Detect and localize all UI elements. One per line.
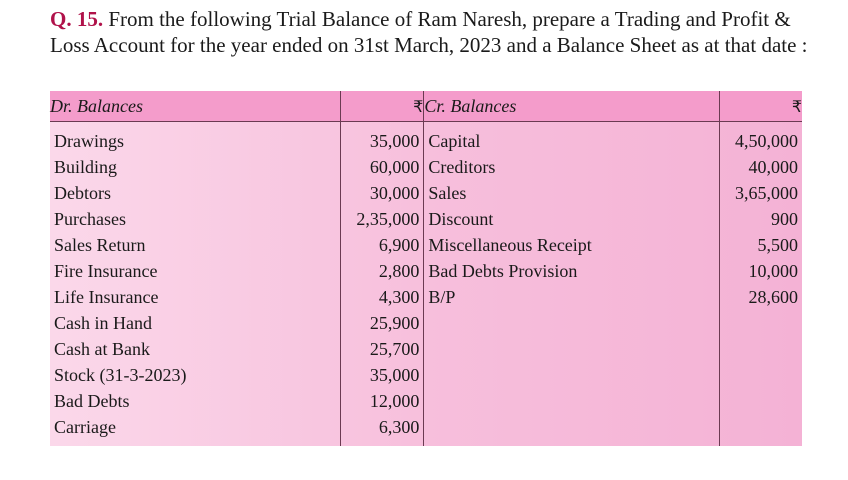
table-row xyxy=(50,310,802,336)
table-row xyxy=(50,206,802,232)
cr-item-cell: Capital xyxy=(424,122,720,155)
dr-item-cell: Stock (31-3-2023) xyxy=(50,362,341,388)
dr-amount-cell: 25,700 xyxy=(341,336,424,362)
table-header-row xyxy=(50,91,802,122)
table-row xyxy=(50,154,802,180)
cr-amount-cell: 28,600 xyxy=(748,287,798,307)
table-row xyxy=(50,180,802,206)
cr-currency-header: ₹ xyxy=(720,91,802,122)
trial-balance-table xyxy=(50,91,802,446)
question-number: Q. 15. xyxy=(50,7,104,31)
table-row xyxy=(50,232,802,258)
table-row xyxy=(50,336,802,362)
dr-amount-cell: 12,000 xyxy=(341,388,424,414)
cr-amount-cell: 900 xyxy=(771,209,798,229)
cr-item-cell: Miscellaneous Receipt xyxy=(424,232,720,258)
cr-item-cell xyxy=(424,362,720,388)
dr-amount-cell: 60,000 xyxy=(341,154,424,180)
dr-amount-cell: 6,900 xyxy=(341,232,424,258)
table-body xyxy=(50,122,802,447)
cr-amount-cell xyxy=(720,414,802,446)
dr-amount-cell: 2,800 xyxy=(341,258,424,284)
dr-item-cell: Fire Insurance xyxy=(50,258,341,284)
cr-amount-cell xyxy=(720,336,802,362)
dr-amount-cell: 35,000 xyxy=(341,362,424,388)
cr-item-cell: Bad Debts Provision xyxy=(424,258,720,284)
cr-item-cell: Sales xyxy=(424,180,720,206)
dr-item-cell: Cash in Hand xyxy=(50,310,341,336)
cr-item-cell xyxy=(424,336,720,362)
dr-item-cell: Drawings xyxy=(50,122,341,155)
cr-item-cell xyxy=(424,310,720,336)
dr-item-cell: Bad Debts xyxy=(50,388,341,414)
table-row xyxy=(50,284,802,310)
table-row xyxy=(50,362,802,388)
table-row xyxy=(50,122,802,155)
dr-amount-cell: 25,900 xyxy=(341,310,424,336)
cr-amount-cell: 40,000 xyxy=(748,157,798,177)
dr-item-cell: Debtors xyxy=(50,180,341,206)
dr-amount-cell: 30,000 xyxy=(341,180,424,206)
dr-balances-header: Dr. Balances xyxy=(50,91,341,122)
dr-item-cell: Purchases xyxy=(50,206,341,232)
dr-amount-cell: 6,300 xyxy=(341,414,424,446)
cr-amount-cell: 5,500 xyxy=(757,235,798,255)
cr-item-cell xyxy=(424,388,720,414)
cr-item-cell: B/P xyxy=(424,284,720,310)
cr-amount-cell xyxy=(720,362,802,388)
dr-amount-cell: 35,000 xyxy=(341,122,424,155)
dr-item-cell: Sales Return xyxy=(50,232,341,258)
dr-item-cell: Life Insurance xyxy=(50,284,341,310)
table-row xyxy=(50,414,802,446)
cr-amount-cell: 3,65,000 xyxy=(735,183,798,203)
dr-currency-header: ₹ xyxy=(341,91,424,122)
question-body: From the following Trial Balance of Ram Naresh, prepare a Trading and Profit & Loss Account for the year ended on 31st March, 2023 and a Balance Sheet as at that date : xyxy=(50,7,808,57)
table-row xyxy=(50,388,802,414)
dr-amount-cell: 2,35,000 xyxy=(341,206,424,232)
table-row xyxy=(50,258,802,284)
cr-amount-cell xyxy=(720,388,802,414)
cr-balances-header: Cr. Balances xyxy=(424,91,720,122)
dr-item-cell: Cash at Bank xyxy=(50,336,341,362)
cr-amount-cell xyxy=(720,310,802,336)
cr-item-cell xyxy=(424,414,720,446)
cr-amount-cell: 10,000 xyxy=(748,261,798,281)
dr-item-cell: Carriage xyxy=(50,414,341,446)
cr-amount-cell: 4,50,000 xyxy=(735,131,798,151)
question-text-block xyxy=(50,6,810,58)
dr-amount-cell: 4,300 xyxy=(341,284,424,310)
dr-item-cell: Building xyxy=(50,154,341,180)
cr-item-cell: Creditors xyxy=(424,154,720,180)
cr-item-cell: Discount xyxy=(424,206,720,232)
